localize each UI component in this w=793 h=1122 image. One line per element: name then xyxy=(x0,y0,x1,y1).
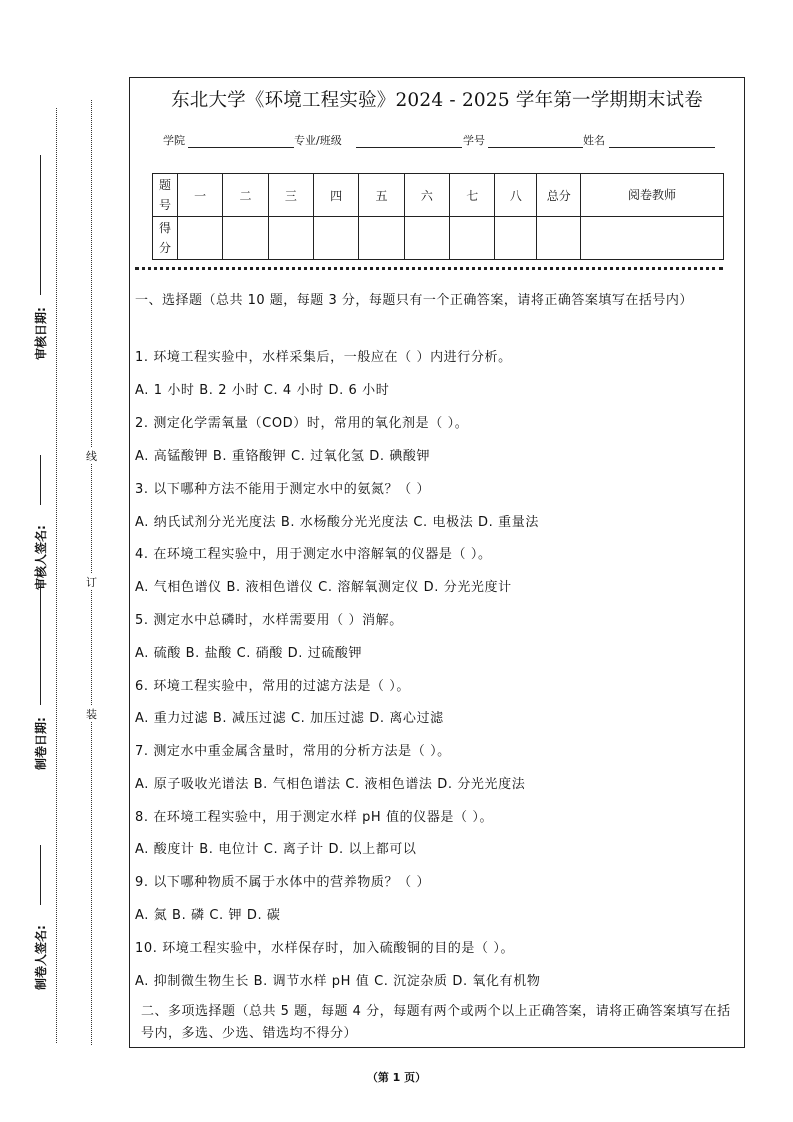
score-cell[interactable] xyxy=(268,217,313,260)
audit-date-label: 审核日期: xyxy=(34,307,48,360)
field-name-input[interactable] xyxy=(609,134,715,148)
score-table xyxy=(152,173,724,260)
question-2-options: A. 高锰酸钾 B. 重铬酸钾 C. 过氧化氢 D. 碘酸钾 xyxy=(135,449,431,464)
audit-date-line xyxy=(40,155,41,295)
score-cell[interactable] xyxy=(404,217,449,260)
field-college-input[interactable] xyxy=(188,134,294,148)
field-name-label: 姓名 xyxy=(583,134,605,147)
header-cell-total: 总分 xyxy=(537,174,581,217)
bind-char-line: 线 xyxy=(86,450,97,463)
field-college-label: 学院 xyxy=(163,134,185,147)
make-date-line xyxy=(40,585,41,705)
header-cell-6: 六 xyxy=(404,174,449,217)
question-3-options: A. 纳氏试剂分光光度法 B. 水杨酸分光光度法 C. 电极法 D. 重量法 xyxy=(135,515,539,530)
maker-sign-label: 制卷人签名: xyxy=(34,925,48,990)
score-cell[interactable] xyxy=(177,217,222,260)
maker-sign-line xyxy=(40,845,41,905)
question-7: 7. 测定水中重金属含量时，常用的分析方法是（ ）。 xyxy=(135,744,451,759)
header-cell-1: 一 xyxy=(177,174,222,217)
header-cell-question-no: 题号 xyxy=(153,174,178,217)
score-cell[interactable] xyxy=(223,217,268,260)
bind-char-bind: 装 xyxy=(86,708,97,721)
header-cell-5: 五 xyxy=(359,174,404,217)
field-major-label: 专业/班级 xyxy=(294,134,342,147)
binding-dotted-line-outer xyxy=(56,108,57,1043)
exam-title: 东北大学《环境工程实验》2024 - 2025 学年第一学期期末试卷 xyxy=(171,90,703,111)
question-6: 6. 环境工程实验中，常用的过滤方法是（ ）。 xyxy=(135,679,410,694)
question-5: 5. 测定水中总磷时，水样需要用（ ）消解。 xyxy=(135,613,403,628)
score-cell[interactable] xyxy=(314,217,359,260)
dotted-divider xyxy=(135,267,723,270)
field-id-label: 学号 xyxy=(463,134,485,147)
question-10-options: A. 抑制微生物生长 B. 调节水样 pH 值 C. 沉淀杂质 D. 氧化有机物 xyxy=(135,974,541,989)
score-table-score-row xyxy=(153,217,724,260)
header-cell-7: 七 xyxy=(450,174,495,217)
question-6-options: A. 重力过滤 B. 减压过滤 C. 加压过滤 D. 离心过滤 xyxy=(135,711,444,726)
make-date-label: 制卷日期: xyxy=(34,717,48,770)
question-4: 4. 在环境工程实验中，用于测定水中溶解氧的仪器是（ ）。 xyxy=(135,547,492,562)
section2-heading: 二、多项选择题（总共 5 题，每题 4 分，每题有两个或两个以上正确答案，请将正确答案填写在括号内，多选、少选、错选均不得分） xyxy=(141,1004,731,1041)
header-cell-4: 四 xyxy=(314,174,359,217)
question-10: 10. 环境工程实验中，水样保存时，加入硫酸铜的目的是（ ）。 xyxy=(135,941,515,956)
question-8: 8. 在环境工程实验中，用于测定水样 pH 值的仪器是（ ）。 xyxy=(135,810,494,825)
bind-char-staple: 订 xyxy=(86,576,97,589)
question-7-options: A. 原子吸收光谱法 B. 气相色谱法 C. 液相色谱法 D. 分光光度法 xyxy=(135,777,526,792)
header-cell-3: 三 xyxy=(268,174,313,217)
question-9-options: A. 氮 B. 磷 C. 钾 D. 碳 xyxy=(135,908,281,923)
question-3: 3. 以下哪种方法不能用于测定水中的氨氮？（ ） xyxy=(135,482,431,497)
section1-heading: 一、选择题（总共 10 题，每题 3 分，每题只有一个正确答案，请将正确答案填写在括号内） xyxy=(135,293,693,308)
question-1-options: A. 1 小时 B. 2 小时 C. 4 小时 D. 6 小时 xyxy=(135,383,390,398)
field-id-input[interactable] xyxy=(488,134,583,148)
page-footer: （第 1 页） xyxy=(366,1071,427,1084)
score-cell[interactable] xyxy=(581,217,724,260)
question-8-options: A. 酸度计 B. 电位计 C. 离子计 D. 以上都可以 xyxy=(135,842,417,857)
field-major-input[interactable] xyxy=(356,134,462,148)
score-cell[interactable] xyxy=(359,217,404,260)
question-5-options: A. 硫酸 B. 盐酸 C. 硝酸 D. 过硫酸钾 xyxy=(135,646,363,661)
auditor-sign-line xyxy=(40,455,41,505)
auditor-sign-label: 审核人签名: xyxy=(34,525,48,590)
header-cell-grader: 阅卷教师 xyxy=(581,174,724,217)
score-cell[interactable] xyxy=(450,217,495,260)
binding-dotted-line-inner xyxy=(91,100,92,1045)
header-cell-2: 二 xyxy=(223,174,268,217)
question-4-options: A. 气相色谱仪 B. 液相色谱仪 C. 溶解氧测定仪 D. 分光光度计 xyxy=(135,580,512,595)
question-1: 1. 环境工程实验中，水样采集后，一般应在（ ）内进行分析。 xyxy=(135,350,512,365)
question-9: 9. 以下哪种物质不属于水体中的营养物质？（ ） xyxy=(135,875,431,890)
score-table-header-row xyxy=(153,174,724,217)
score-cell[interactable] xyxy=(495,217,537,260)
score-row-label: 得分 xyxy=(153,217,178,260)
header-cell-8: 八 xyxy=(495,174,537,217)
score-cell[interactable] xyxy=(537,217,581,260)
question-2: 2. 测定化学需氧量（COD）时，常用的氧化剂是（ ）。 xyxy=(135,416,469,431)
